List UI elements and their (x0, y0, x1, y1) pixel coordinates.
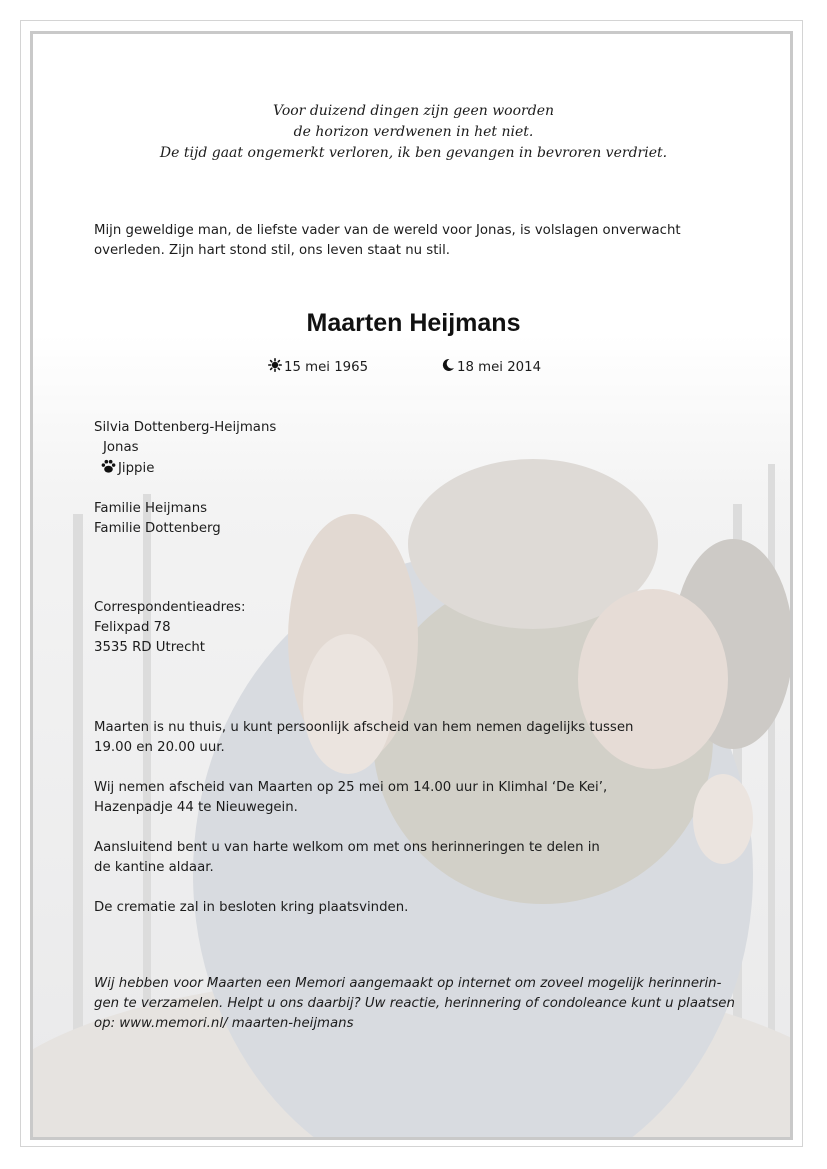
memori-line: gen te verzamelen. Helpt u ons daarbij? Uw reactie, herinnering of condoleance kunt u plaatsen (94, 996, 735, 1011)
arrangement-cremation (94, 898, 744, 918)
arrangement-line: De crematie zal in besloten kring plaatsvinden. (94, 900, 409, 915)
child-name: Jonas (103, 440, 139, 455)
pet-name: Jippie (118, 461, 155, 476)
arrangement-farewell (94, 778, 744, 818)
sun-icon (268, 357, 282, 373)
pet-row (94, 458, 744, 479)
birth-date-text: 15 mei 1965 (284, 360, 369, 375)
paw-icon (101, 458, 116, 474)
memori-line: op: www.memori.nl/ maarten-heijmans (94, 1016, 354, 1031)
poem-line: Voor duizend dingen zijn geen woorden (273, 103, 554, 119)
relative-name: Familie Heijmans (94, 501, 208, 516)
arrangement-line: Maarten is nu thuis, u kunt persoonlijk afscheid van hem nemen dagelijks tussen (94, 720, 634, 735)
arrangement-viewing (94, 718, 744, 758)
arrangement-line: Hazenpadje 44 te Nieuwegein. (94, 800, 298, 815)
moon-icon (441, 357, 455, 373)
death-date-text: 18 mei 2014 (457, 360, 542, 375)
poem (100, 101, 727, 164)
memori-line: Wij hebben voor Maarten een Memori aangemaakt op internet om zoveel mogelijk herinnerin- (94, 976, 722, 991)
arrangement-line: Wij nemen afscheid van Maarten op 25 mei om 14.00 uur in Klimhal ‘De Kei’, (94, 780, 608, 795)
address-city: 3535 RD Utrecht (94, 640, 206, 655)
spouse-name: Silvia Dottenberg-Heijmans (94, 420, 277, 435)
relative-name: Familie Dottenberg (94, 521, 221, 536)
arrangement-line: de kantine aldaar. (94, 860, 214, 875)
arrangement-reception (94, 838, 744, 878)
intro-line: overleden. Zijn hart stond stil, ons leven staat nu stil. (94, 243, 451, 258)
address-street: Felixpad 78 (94, 620, 171, 635)
poem-line: De tijd gaat ongemerkt verloren, ik ben gevangen in bevroren verdriet. (159, 145, 668, 161)
deceased-name: Maarten Heijmans (306, 309, 521, 337)
poem-line: de horizon verdwenen in het niet. (293, 124, 534, 140)
intro-line: Mijn geweldige man, de liefste vader van de wereld voor Jonas, is volslagen onverwacht (94, 223, 681, 238)
arrangement-line: 19.00 en 20.00 uur. (94, 740, 225, 755)
memori-note (94, 974, 744, 1034)
birth-date (268, 357, 368, 378)
arrangement-line: Aansluitend bent u van harte welkom om met ons herinneringen te delen in (94, 840, 600, 855)
death-date (441, 357, 541, 378)
correspondence-address (94, 598, 744, 658)
intro-text (94, 221, 744, 261)
family-list (94, 418, 744, 539)
address-label: Correspondentieadres: (94, 600, 246, 615)
